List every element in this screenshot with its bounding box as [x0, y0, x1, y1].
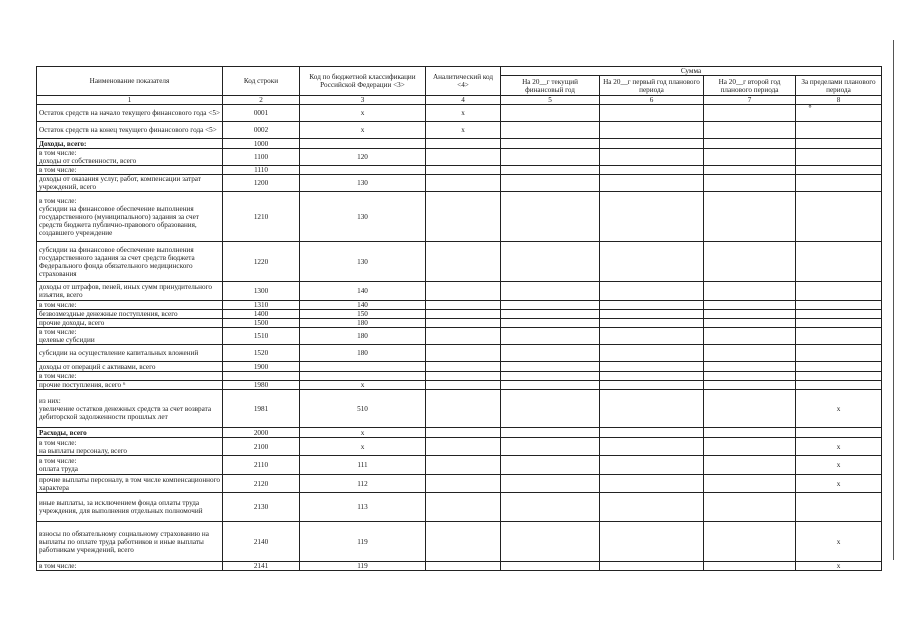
- financial-plan-table: [36, 66, 882, 571]
- row-bk-code: 140: [300, 301, 426, 310]
- row-analytic-code: x: [426, 105, 501, 122]
- row-analytic-code: [426, 362, 501, 372]
- row-analytic-code: [426, 166, 501, 175]
- row-analytic-code: [426, 328, 501, 345]
- row-analytic-code: [426, 475, 501, 493]
- sum-beyond-plan: x: [796, 522, 882, 562]
- row-code: 1510: [223, 328, 300, 345]
- row-name: прочие выплаты персоналу, в том числе компенсационного характера: [37, 475, 223, 493]
- table-row: [37, 390, 882, 428]
- sum-beyond-plan: [796, 139, 882, 149]
- row-name: доходы от оказания услуг, работ, компенсации затрат учреждений, всего: [37, 175, 223, 192]
- row-analytic-code: [426, 345, 501, 362]
- sum-second-plan-year: [704, 456, 796, 475]
- sum-first-plan-year: [600, 166, 704, 175]
- sum-current-year: [501, 105, 600, 122]
- sum-beyond-plan: [796, 282, 882, 301]
- sum-first-plan-year: [600, 372, 704, 381]
- sum-first-plan-year: [600, 175, 704, 192]
- table-row: [37, 456, 882, 475]
- sum-second-plan-year: [704, 428, 796, 438]
- row-code: 2140: [223, 522, 300, 562]
- sum-current-year: [501, 522, 600, 562]
- sum-current-year: [501, 301, 600, 310]
- header-name: Наименование показателя: [37, 67, 223, 96]
- sum-current-year: [501, 345, 600, 362]
- sum-first-plan-year: [600, 362, 704, 372]
- row-bk-code: 130: [300, 192, 426, 242]
- table-row: [37, 362, 882, 372]
- sum-current-year: [501, 562, 600, 571]
- row-name: Доходы, всего:: [37, 139, 223, 149]
- row-name: в том числе:: [37, 166, 223, 175]
- sum-current-year: [501, 122, 600, 139]
- sum-beyond-plan: [796, 122, 882, 139]
- row-code: 1310: [223, 301, 300, 310]
- row-bk-code: 113: [300, 493, 426, 522]
- row-code: 1520: [223, 345, 300, 362]
- row-code: 0001: [223, 105, 300, 122]
- sum-current-year: [501, 242, 600, 282]
- sum-current-year: [501, 328, 600, 345]
- table-row: [37, 175, 882, 192]
- sum-beyond-plan: [796, 192, 882, 242]
- row-name: в том числе:: [37, 301, 223, 310]
- row-name: в том числе:: [37, 372, 223, 381]
- sum-second-plan-year: [704, 493, 796, 522]
- row-bk-code: 180: [300, 319, 426, 328]
- sum-current-year: [501, 139, 600, 149]
- sum-current-year: [501, 149, 600, 166]
- sum-first-plan-year: [600, 301, 704, 310]
- row-analytic-code: [426, 562, 501, 571]
- row-analytic-code: [426, 139, 501, 149]
- sum-second-plan-year: [704, 149, 796, 166]
- sum-beyond-plan: [796, 166, 882, 175]
- sum-first-plan-year: [600, 328, 704, 345]
- row-bk-code: 119: [300, 562, 426, 571]
- sum-first-plan-year: [600, 493, 704, 522]
- row-code: 1100: [223, 149, 300, 166]
- sum-beyond-plan: x: [796, 475, 882, 493]
- row-code: 1400: [223, 310, 300, 319]
- row-analytic-code: [426, 381, 501, 390]
- sum-beyond-plan: x: [796, 562, 882, 571]
- table-row: [37, 310, 882, 319]
- row-bk-code: 510: [300, 390, 426, 428]
- sum-beyond-plan: [796, 372, 882, 381]
- row-name: в том числе: на выплаты персоналу, всего: [37, 438, 223, 456]
- row-name: прочие поступления, всего ⁶: [37, 381, 223, 390]
- sum-beyond-plan: [796, 345, 882, 362]
- row-code: 2000: [223, 428, 300, 438]
- table-row: [37, 475, 882, 493]
- row-bk-code: 150: [300, 310, 426, 319]
- sum-first-plan-year: [600, 149, 704, 166]
- table-row: [37, 301, 882, 310]
- row-code: 1980: [223, 381, 300, 390]
- table-row: [37, 139, 882, 149]
- table-row: [37, 381, 882, 390]
- sum-second-plan-year: [704, 522, 796, 562]
- sum-current-year: [501, 372, 600, 381]
- table-row: [37, 192, 882, 242]
- sum-current-year: [501, 282, 600, 301]
- row-analytic-code: [426, 438, 501, 456]
- row-bk-code: [300, 372, 426, 381]
- header-year-beyond: За пределами планового периода: [796, 76, 882, 96]
- table-row: [37, 428, 882, 438]
- row-analytic-code: [426, 372, 501, 381]
- sum-beyond-plan: [796, 310, 882, 319]
- row-name: в том числе: доходы от собственности, всего: [37, 149, 223, 166]
- sum-second-plan-year: [704, 438, 796, 456]
- row-code: 1300: [223, 282, 300, 301]
- sum-second-plan-year: [704, 175, 796, 192]
- row-bk-code: 130: [300, 242, 426, 282]
- sum-second-plan-year: [704, 562, 796, 571]
- table-row: [37, 105, 882, 122]
- sum-first-plan-year: [600, 122, 704, 139]
- sum-second-plan-year: [704, 310, 796, 319]
- row-bk-code: 111: [300, 456, 426, 475]
- row-name: безвозмездные денежные поступления, всего: [37, 310, 223, 319]
- sum-current-year: [501, 166, 600, 175]
- sum-second-plan-year: [704, 301, 796, 310]
- column-number: 6: [600, 96, 704, 105]
- table-row: [37, 319, 882, 328]
- row-bk-code: 112: [300, 475, 426, 493]
- sum-second-plan-year: [704, 242, 796, 282]
- row-name: субсидии на осуществление капитальных вложений: [37, 345, 223, 362]
- column-number: 1: [37, 96, 223, 105]
- sum-current-year: [501, 192, 600, 242]
- row-code: 2120: [223, 475, 300, 493]
- row-analytic-code: [426, 149, 501, 166]
- header-year-current: На 20__г текущий финансовый год: [501, 76, 600, 96]
- sum-beyond-plan: [796, 175, 882, 192]
- table-row: [37, 493, 882, 522]
- sum-first-plan-year: [600, 242, 704, 282]
- scan-edge-mark: [893, 40, 894, 560]
- row-analytic-code: [426, 493, 501, 522]
- row-name: в том числе: субсидии на финансовое обеспечение выполнения государственного (муниципального) задания за счет средств бюджета публично-правового образования, создавшего учреждение: [37, 192, 223, 242]
- row-name: иные выплаты, за исключением фонда оплаты труда учреждения, для выполнения отдельных полномочий: [37, 493, 223, 522]
- row-analytic-code: [426, 175, 501, 192]
- table-row: [37, 345, 882, 362]
- sum-current-year: [501, 362, 600, 372]
- row-code: 2100: [223, 438, 300, 456]
- row-code: 1981: [223, 390, 300, 428]
- table-row: [37, 438, 882, 456]
- row-analytic-code: [426, 522, 501, 562]
- sum-first-plan-year: [600, 192, 704, 242]
- row-name: доходы от штрафов, пеней, иных сумм принудительного изъятия, всего: [37, 282, 223, 301]
- row-bk-code: [300, 139, 426, 149]
- row-analytic-code: [426, 456, 501, 475]
- scan-speck: °: [808, 104, 812, 113]
- column-number: 4: [426, 96, 501, 105]
- row-bk-code: 140: [300, 282, 426, 301]
- row-name: Остаток средств на конец текущего финансового года <5>: [37, 122, 223, 139]
- column-number: 5: [501, 96, 600, 105]
- row-code: 1900: [223, 362, 300, 372]
- row-analytic-code: [426, 242, 501, 282]
- row-name: Расходы, всего: [37, 428, 223, 438]
- sum-second-plan-year: [704, 166, 796, 175]
- sum-beyond-plan: [796, 428, 882, 438]
- sum-second-plan-year: [704, 345, 796, 362]
- sum-first-plan-year: [600, 428, 704, 438]
- row-bk-code: 180: [300, 328, 426, 345]
- sum-first-plan-year: [600, 381, 704, 390]
- sum-current-year: [501, 438, 600, 456]
- header-sum: Сумма: [501, 67, 882, 76]
- sum-current-year: [501, 475, 600, 493]
- sum-first-plan-year: [600, 438, 704, 456]
- sum-current-year: [501, 310, 600, 319]
- sum-second-plan-year: [704, 139, 796, 149]
- row-bk-code: 180: [300, 345, 426, 362]
- column-number: 7: [704, 96, 796, 105]
- sum-first-plan-year: [600, 475, 704, 493]
- row-bk-code: x: [300, 381, 426, 390]
- sum-beyond-plan: x: [796, 390, 882, 428]
- header-analytic-code: Аналитический код <4>: [426, 67, 501, 96]
- row-name: взносы по обязательному социальному страхованию на выплаты по оплате труда работников и иные выплаты работникам учреждений, всего: [37, 522, 223, 562]
- sum-current-year: [501, 456, 600, 475]
- row-analytic-code: [426, 428, 501, 438]
- sum-first-plan-year: [600, 319, 704, 328]
- table-row: [37, 166, 882, 175]
- row-bk-code: x: [300, 438, 426, 456]
- row-analytic-code: [426, 310, 501, 319]
- table-row: [37, 372, 882, 381]
- column-number: 2: [223, 96, 300, 105]
- sum-second-plan-year: [704, 362, 796, 372]
- sum-beyond-plan: [796, 149, 882, 166]
- sum-first-plan-year: [600, 310, 704, 319]
- sum-first-plan-year: [600, 139, 704, 149]
- sum-second-plan-year: [704, 192, 796, 242]
- row-name: из них: увеличение остатков денежных средств за счет возврата дебиторской задолженности прошлых лет: [37, 390, 223, 428]
- column-number: 8: [796, 96, 882, 105]
- row-code: 2110: [223, 456, 300, 475]
- row-name: в том числе: целевые субсидии: [37, 328, 223, 345]
- row-analytic-code: [426, 192, 501, 242]
- sum-second-plan-year: [704, 282, 796, 301]
- row-analytic-code: [426, 319, 501, 328]
- row-name: доходы от операций с активами, всего: [37, 362, 223, 372]
- sum-current-year: [501, 175, 600, 192]
- row-analytic-code: [426, 390, 501, 428]
- row-analytic-code: [426, 282, 501, 301]
- header-bk-code: Код по бюджетной классификации Российской Федерации <3>: [300, 67, 426, 96]
- row-code: 1000: [223, 139, 300, 149]
- sum-current-year: [501, 390, 600, 428]
- row-bk-code: x: [300, 428, 426, 438]
- sum-first-plan-year: [600, 105, 704, 122]
- header-year-second: На 20__г второй год планового периода: [704, 76, 796, 96]
- row-bk-code: 119: [300, 522, 426, 562]
- row-bk-code: 130: [300, 175, 426, 192]
- sum-beyond-plan: [796, 319, 882, 328]
- sum-beyond-plan: x: [796, 456, 882, 475]
- row-bk-code: [300, 166, 426, 175]
- row-bk-code: x: [300, 122, 426, 139]
- row-code: 1200: [223, 175, 300, 192]
- sum-current-year: [501, 319, 600, 328]
- table-row: [37, 328, 882, 345]
- header-year-first: На 20__г первый год планового периода: [600, 76, 704, 96]
- sum-beyond-plan: x: [796, 438, 882, 456]
- row-analytic-code: [426, 301, 501, 310]
- row-code: [223, 372, 300, 381]
- sum-first-plan-year: [600, 282, 704, 301]
- row-name: прочие доходы, всего: [37, 319, 223, 328]
- row-bk-code: [300, 362, 426, 372]
- sum-second-plan-year: [704, 381, 796, 390]
- row-name: субсидии на финансовое обеспечение выполнения государственного задания за счет средств бюджета Федерального фонда обязательного медицинского страхования: [37, 242, 223, 282]
- sum-second-plan-year: [704, 105, 796, 122]
- row-code: 1110: [223, 166, 300, 175]
- row-code: 1210: [223, 192, 300, 242]
- column-number: 3: [300, 96, 426, 105]
- sum-first-plan-year: [600, 522, 704, 562]
- sum-first-plan-year: [600, 456, 704, 475]
- sum-first-plan-year: [600, 390, 704, 428]
- table-row: [37, 562, 882, 571]
- sum-second-plan-year: [704, 328, 796, 345]
- sum-second-plan-year: [704, 475, 796, 493]
- sum-first-plan-year: [600, 345, 704, 362]
- row-name: в том числе:: [37, 562, 223, 571]
- row-code: 0002: [223, 122, 300, 139]
- sum-second-plan-year: [704, 122, 796, 139]
- row-code: 1500: [223, 319, 300, 328]
- sum-beyond-plan: [796, 328, 882, 345]
- sum-current-year: [501, 381, 600, 390]
- table-row: [37, 242, 882, 282]
- sum-beyond-plan: [796, 362, 882, 372]
- sum-second-plan-year: [704, 372, 796, 381]
- header-code: Код строки: [223, 67, 300, 96]
- row-code: 2130: [223, 493, 300, 522]
- table-row: [37, 122, 882, 139]
- row-name: в том числе: оплата труда: [37, 456, 223, 475]
- sum-beyond-plan: [796, 242, 882, 282]
- row-name: Остаток средств на начало текущего финансового года <5>: [37, 105, 223, 122]
- sum-current-year: [501, 493, 600, 522]
- row-analytic-code: x: [426, 122, 501, 139]
- sum-beyond-plan: [796, 301, 882, 310]
- table-row: [37, 149, 882, 166]
- sum-second-plan-year: [704, 390, 796, 428]
- sum-first-plan-year: [600, 562, 704, 571]
- sum-beyond-plan: [796, 493, 882, 522]
- sum-second-plan-year: [704, 319, 796, 328]
- row-code: 1220: [223, 242, 300, 282]
- row-bk-code: 120: [300, 149, 426, 166]
- sum-beyond-plan: [796, 381, 882, 390]
- row-bk-code: x: [300, 105, 426, 122]
- table-row: [37, 282, 882, 301]
- sum-current-year: [501, 428, 600, 438]
- sum-beyond-plan: [796, 105, 882, 122]
- row-code: 2141: [223, 562, 300, 571]
- table-row: [37, 522, 882, 562]
